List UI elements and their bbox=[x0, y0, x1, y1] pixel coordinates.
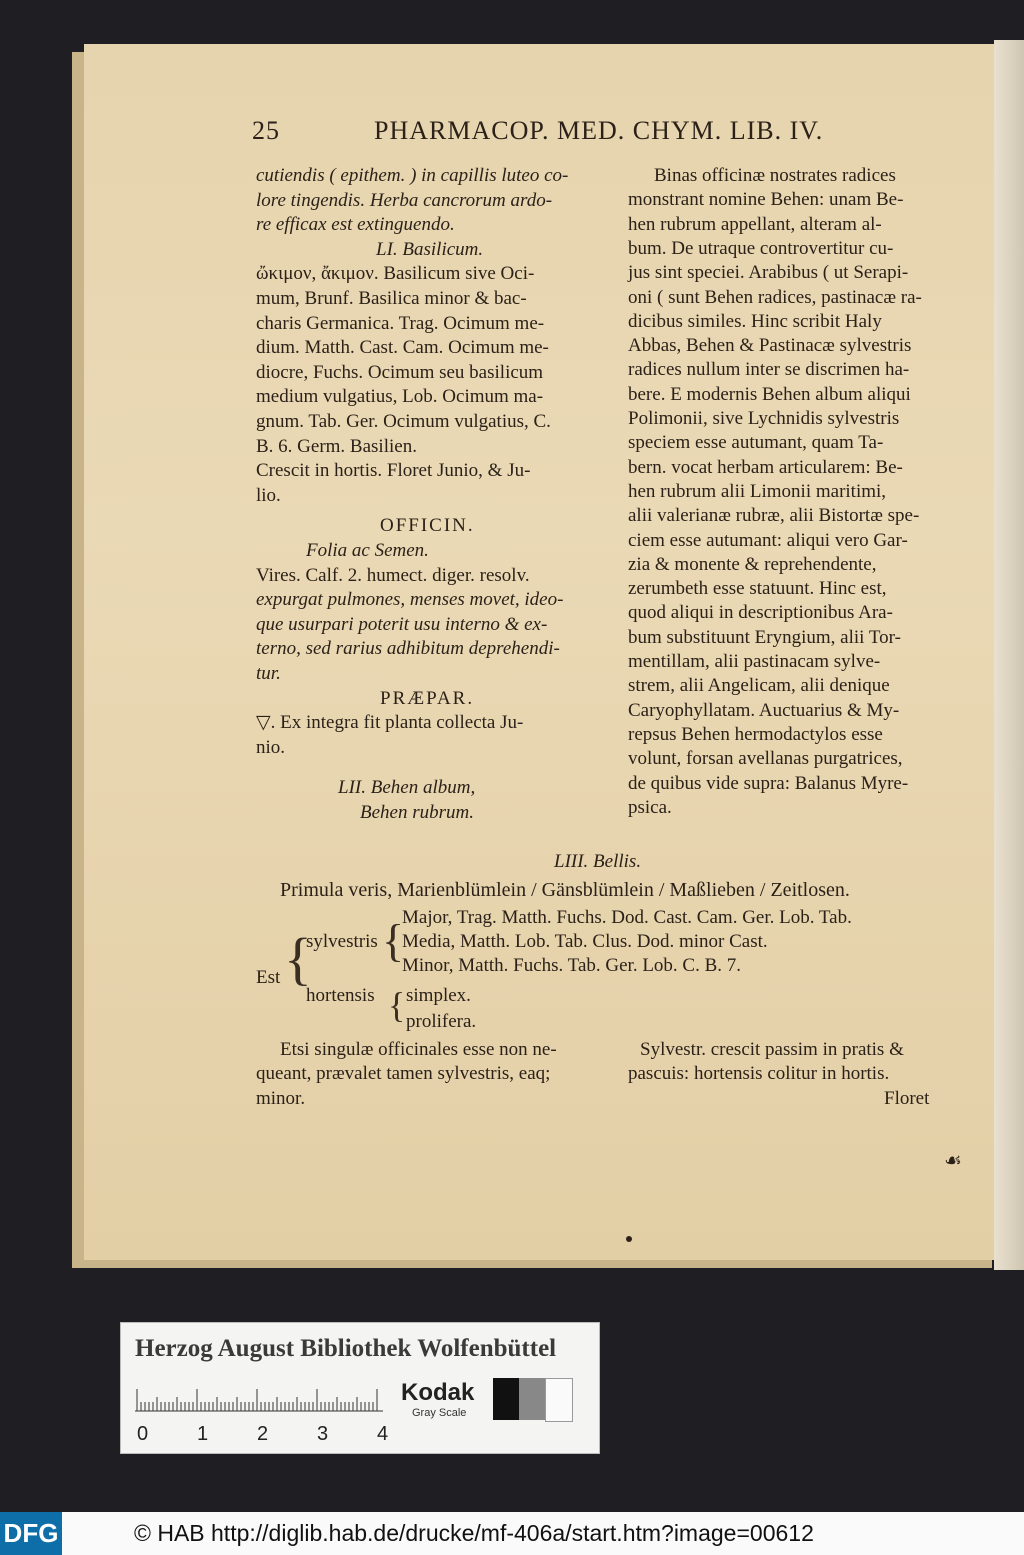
text-line: Folia ac Semen. bbox=[306, 540, 429, 561]
text-line: ▽. Ex integra fit planta collecta Ju- bbox=[256, 712, 524, 734]
sylvestris-brace: { bbox=[382, 915, 405, 966]
text-line: B. 6. Germ. Basilien. bbox=[256, 435, 417, 457]
ruler-number: 3 bbox=[317, 1423, 329, 1445]
text-line: quod aliqui in descriptionibus Ara- bbox=[628, 602, 893, 624]
text-line: zia & monente & reprehendente, bbox=[628, 553, 877, 575]
section-heading-bellis: LIII. Bellis. bbox=[554, 851, 642, 872]
text-line: gnum. Tab. Ger. Ocimum vulgatius, C. bbox=[256, 411, 551, 432]
facing-page-edge bbox=[994, 40, 1024, 1270]
text-line: dicibus similes. Hinc scribit Haly bbox=[628, 310, 882, 332]
text-line: hen rubrum appellant, alteram al- bbox=[628, 213, 882, 235]
text-line: minor. bbox=[256, 1087, 306, 1109]
text-line: zerumbeth esse statuunt. Hinc est, bbox=[628, 578, 887, 600]
text-line: Floret bbox=[884, 1087, 930, 1109]
text-line: cutiendis ( epithem. ) in capillis luteo co- bbox=[256, 165, 569, 186]
text-line: lio. bbox=[256, 484, 281, 506]
swatch-gray bbox=[519, 1378, 545, 1420]
text-line: ciem esse autumant: aliqui vero Gar- bbox=[628, 529, 908, 551]
swatch-black bbox=[493, 1378, 519, 1420]
text-line: bum substituunt Eryngium, alii Tor- bbox=[628, 626, 901, 648]
text-line: re efficax est extinguendo. bbox=[256, 214, 455, 236]
text-line: speciem esse autumant, quam Ta- bbox=[628, 432, 884, 454]
color-reference-card bbox=[120, 1322, 600, 1454]
ruler-number: 1 bbox=[197, 1423, 209, 1445]
text-line: queant, prævalet tamen sylvestris, eaq; bbox=[256, 1063, 551, 1085]
text-line: mentillam, alii pastinacam sylve- bbox=[628, 651, 881, 672]
hortensis-brace: { bbox=[388, 985, 406, 1025]
text-line: Binas officinæ nostrates radices bbox=[654, 165, 896, 186]
text-line: nio. bbox=[256, 736, 286, 758]
text-line: diocre, Fuchs. Ocimum seu basilicum bbox=[256, 361, 544, 383]
simplex-line: simplex. bbox=[406, 985, 471, 1006]
text-line: Polimonii, sive Lychnidis sylvestris bbox=[628, 408, 900, 429]
text-line: bum. De utraque controvertitur cu- bbox=[628, 237, 894, 259]
text-line: lore tingendis. Herba cancrorum ardo- bbox=[256, 189, 553, 211]
ink-dot bbox=[626, 1236, 632, 1242]
text-line: radices nullum inter se discrimen ha- bbox=[628, 359, 910, 381]
text-line: Vires. Calf. 2. humect. diger. resolv. bbox=[256, 564, 530, 586]
text-line: de quibus vide supra: Balanus Myre- bbox=[628, 772, 909, 794]
text-line: que usurpari poterit usu interno & ex- bbox=[256, 613, 548, 635]
hortensis-label: hortensis bbox=[306, 985, 375, 1006]
text-line: psica. bbox=[628, 796, 672, 818]
minor-line: Minor, Matth. Fuchs. Tab. Ger. Lob. C. B. 7. bbox=[402, 955, 742, 976]
text-line: OFFICIN. bbox=[380, 515, 475, 537]
copyright-link[interactable]: © HAB http://diglib.hab.de/drucke/mf-406a/start.htm?image=00612 bbox=[134, 1520, 814, 1546]
text-line: PRÆPAR. bbox=[380, 687, 475, 709]
text-line: charis Germanica. Trag. Ocimum me- bbox=[256, 312, 545, 334]
text-line: Etsi singulæ officinales esse non ne- bbox=[280, 1039, 557, 1060]
primula-line: Primula veris, Marienblümlein / Gänsblümlein / Maßlieben / Zeitlosen. bbox=[280, 879, 850, 901]
dfg-logo: DFG bbox=[0, 1512, 62, 1555]
swatch-white bbox=[545, 1378, 573, 1422]
est-label: Est bbox=[256, 967, 281, 988]
text-line: repsus Behen hermodactylos esse bbox=[628, 723, 883, 745]
text-line: dium. Matth. Cast. Cam. Ocimum me- bbox=[256, 337, 549, 359]
text-line: expurgat pulmones, menses movet, ideo- bbox=[256, 589, 564, 611]
kodak-logo: Kodak bbox=[401, 1379, 475, 1406]
text-line: Sylvestr. crescit passim in pratis & bbox=[640, 1039, 904, 1060]
catchword-ornament: ☙ bbox=[944, 1150, 962, 1172]
text-line: terno, sed rarius adhibitum deprehendi- bbox=[256, 638, 560, 660]
text-line: alii valerianæ rubræ, alii Bistortæ spe- bbox=[628, 505, 920, 527]
outer-brace: { bbox=[284, 926, 312, 991]
text-line: LI. Basilicum. bbox=[376, 238, 484, 260]
media-line: Media, Matth. Lob. Tab. Clus. Dod. minor Cast. bbox=[402, 931, 768, 952]
ruler-number: 2 bbox=[257, 1423, 269, 1445]
text-line: hen rubrum alii Limonii maritimi, bbox=[628, 480, 887, 502]
text-line: jus sint speciei. Arabibus ( ut Serapi- bbox=[628, 262, 909, 284]
text-line: bere. E modernis Behen album aliqui bbox=[628, 383, 911, 405]
book-page bbox=[84, 44, 994, 1260]
ruler-number: 4 bbox=[377, 1423, 389, 1445]
text-line: Caryophyllatam. Auctuarius & My- bbox=[628, 699, 900, 721]
text-line: volunt, forsan avellanas purgatrices, bbox=[628, 748, 903, 770]
text-line: LII. Behen album, bbox=[338, 777, 476, 799]
footer-bar bbox=[0, 1512, 1024, 1555]
text-line: medium vulgatius, Lob. Ocimum ma- bbox=[256, 386, 544, 408]
text-line: strem, alii Angelicam, alii denique bbox=[628, 675, 890, 697]
text-line: Crescit in hortis. Floret Junio, & Ju- bbox=[256, 460, 531, 482]
text-line: oni ( sunt Behen radices, pastinacæ ra- bbox=[628, 286, 922, 308]
scale-ruler bbox=[135, 1381, 383, 1421]
page-number: 25 bbox=[252, 116, 280, 145]
text-line: ὤκιμον, ἄκιμον. Basilicum sive Oci- bbox=[256, 263, 535, 285]
sylvestris-label: sylvestris bbox=[306, 931, 378, 952]
ruler-ticks bbox=[137, 1389, 377, 1411]
major-line: Major, Trag. Matth. Fuchs. Dod. Cast. Cam. Ger. Lob. Tab. bbox=[402, 907, 852, 928]
gray-scale-label: Gray Scale bbox=[412, 1407, 467, 1419]
library-name: Herzog August Bibliothek Wolfenbüttel bbox=[135, 1335, 557, 1362]
text-line: Abbas, Behen & Pastinacæ sylvestris bbox=[628, 335, 912, 357]
text-line: tur. bbox=[256, 663, 281, 684]
text-line: Behen rubrum. bbox=[360, 802, 474, 823]
ruler-number: 0 bbox=[137, 1423, 149, 1445]
text-line: pascuis: hortensis colitur in hortis. bbox=[628, 1063, 890, 1085]
prolifera-line: prolifera. bbox=[406, 1011, 477, 1032]
running-title: PHARMACOP. MED. CHYM. LIB. IV. bbox=[374, 116, 824, 145]
text-line: bern. vocat herbam articularem: Be- bbox=[628, 456, 903, 478]
text-line: monstrant nomine Behen: unam Be- bbox=[628, 189, 904, 211]
text-line: mum, Brunf. Basilica minor & bac- bbox=[256, 288, 527, 309]
